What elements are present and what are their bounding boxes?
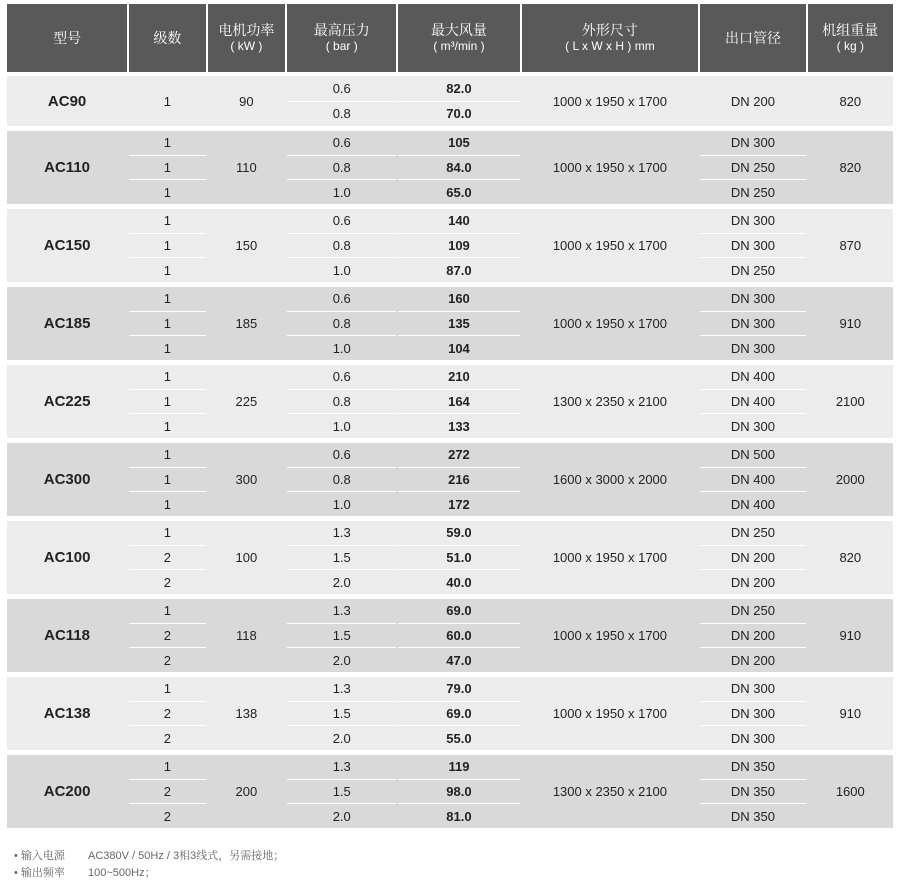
spec-table bbox=[7, 4, 893, 833]
outlet-value: DN 350 bbox=[700, 779, 805, 804]
model-cell: AC300 bbox=[43, 471, 91, 488]
model-group-ac118 bbox=[7, 599, 893, 672]
header-pressure bbox=[287, 4, 396, 72]
model-group-ac138 bbox=[7, 677, 893, 750]
flow-value: 272 bbox=[448, 447, 470, 463]
stages-value: 1 bbox=[129, 491, 205, 516]
stages-value: 2 bbox=[129, 569, 205, 594]
power-cell: 185 bbox=[235, 316, 258, 331]
weight-cell: 2000 bbox=[835, 472, 865, 487]
pressure-value: 1.0 bbox=[287, 413, 396, 438]
dims-cell: 1300 x 2350 x 2100 bbox=[552, 784, 668, 799]
header-stages bbox=[129, 4, 205, 72]
outlet-value: DN 300 bbox=[730, 213, 775, 229]
model-cell: AC185 bbox=[43, 315, 91, 332]
flow-value: 104 bbox=[398, 335, 519, 360]
outlet-value: DN 200 bbox=[700, 647, 805, 672]
stages-column bbox=[129, 677, 205, 750]
flow-value: 160 bbox=[448, 291, 470, 307]
power-cell: 225 bbox=[235, 394, 258, 409]
outlet-cell: DN 200 bbox=[730, 93, 775, 109]
pressure-value: 2.0 bbox=[287, 569, 396, 594]
outlet-column bbox=[700, 755, 805, 828]
header-label: 最高压力 bbox=[313, 22, 370, 38]
dims-cell: 1000 x 1950 x 1700 bbox=[552, 706, 668, 721]
stages-value: 1 bbox=[163, 759, 172, 775]
header-weight bbox=[808, 4, 893, 72]
model-group-ac185 bbox=[7, 287, 893, 360]
dims-cell: 1000 x 1950 x 1700 bbox=[552, 316, 668, 331]
stages-value: 1 bbox=[129, 467, 205, 492]
header-label: 机组重量 bbox=[822, 22, 879, 38]
stages-value: 1 bbox=[163, 291, 172, 307]
pressure-value: 1.3 bbox=[332, 525, 351, 541]
weight-cell: 820 bbox=[839, 93, 862, 109]
flow-column bbox=[398, 443, 519, 516]
stages-value: 1 bbox=[129, 179, 205, 204]
outlet-value: DN 400 bbox=[700, 467, 805, 492]
note-label: • 输出频率 bbox=[14, 867, 65, 879]
model-group-ac100 bbox=[7, 521, 893, 594]
pressure-column bbox=[287, 677, 396, 750]
flow-value: 60.0 bbox=[398, 623, 519, 648]
stages-value: 2 bbox=[129, 647, 205, 672]
flow-value: 82.0 bbox=[446, 80, 472, 96]
model-cell: AC138 bbox=[43, 705, 91, 722]
flow-value: 109 bbox=[398, 233, 519, 258]
pressure-value: 0.8 bbox=[287, 389, 396, 414]
flow-value: 98.0 bbox=[398, 779, 519, 804]
header-unit: ( kW ) bbox=[230, 39, 263, 53]
header-label: 型号 bbox=[53, 29, 82, 46]
stages-value: 1 bbox=[129, 155, 205, 180]
outlet-column bbox=[700, 209, 805, 282]
flow-value: 59.0 bbox=[446, 525, 472, 541]
pressure-value: 1.0 bbox=[287, 257, 396, 282]
power-cell: 118 bbox=[236, 628, 257, 643]
flow-value: 164 bbox=[398, 389, 519, 414]
stages-value: 2 bbox=[129, 803, 205, 828]
pressure-column bbox=[287, 131, 396, 204]
pressure-column bbox=[287, 755, 396, 828]
pressure-value: 1.5 bbox=[287, 701, 396, 726]
note-label: • 输入电源 bbox=[14, 850, 65, 862]
header-flow bbox=[398, 4, 519, 72]
note-value: AC380V / 50Hz / 3相3线式，另需接地； bbox=[88, 850, 285, 862]
flow-value: 79.0 bbox=[446, 681, 472, 697]
dims-cell: 1000 x 1950 x 1700 bbox=[552, 160, 668, 175]
stages-value: 1 bbox=[163, 135, 172, 151]
pressure-value: 2.0 bbox=[287, 647, 396, 672]
weight-cell: 910 bbox=[839, 706, 862, 721]
model-group-ac300 bbox=[7, 443, 893, 516]
model-cell: AC118 bbox=[44, 627, 91, 644]
pressure-value: 0.6 bbox=[332, 213, 351, 229]
pressure-value: 2.0 bbox=[287, 725, 396, 750]
weight-cell: 1600 bbox=[835, 784, 865, 799]
stages-value: 1 bbox=[163, 603, 172, 619]
flow-value: 119 bbox=[448, 759, 470, 775]
header-label: 最大风量 bbox=[430, 22, 487, 38]
pressure-value: 2.0 bbox=[287, 803, 396, 828]
flow-column bbox=[398, 365, 519, 438]
stages-column bbox=[129, 443, 205, 516]
flow-value: 69.0 bbox=[398, 701, 519, 726]
dims-cell: 1000 x 1950 x 1700 bbox=[552, 238, 668, 253]
outlet-value: DN 200 bbox=[700, 623, 805, 648]
stages-value: 1 bbox=[129, 389, 205, 414]
stages-column bbox=[129, 209, 205, 282]
outlet-value: DN 300 bbox=[700, 233, 805, 258]
power-cell: 110 bbox=[236, 160, 257, 175]
table-body bbox=[7, 76, 893, 828]
model-cell: AC225 bbox=[43, 393, 91, 410]
flow-value: 55.0 bbox=[398, 725, 519, 750]
pressure-value: 1.3 bbox=[332, 681, 351, 697]
pressure-value: 0.8 bbox=[287, 155, 396, 180]
model-cell: AC200 bbox=[43, 783, 91, 800]
power-cell: 300 bbox=[235, 472, 258, 487]
weight-cell: 2100 bbox=[835, 394, 865, 409]
flow-value: 87.0 bbox=[398, 257, 519, 282]
pressure-column bbox=[287, 76, 396, 126]
stages-value: 1 bbox=[163, 447, 172, 463]
outlet-value: DN 500 bbox=[730, 447, 775, 463]
model-group-ac200 bbox=[7, 755, 893, 828]
pressure-value: 1.3 bbox=[332, 603, 351, 619]
weight-cell: 910 bbox=[839, 316, 862, 331]
note-line bbox=[14, 848, 284, 865]
flow-value: 210 bbox=[448, 369, 470, 385]
stages-value: 2 bbox=[129, 701, 205, 726]
outlet-column bbox=[700, 287, 805, 360]
stages-value: 1 bbox=[129, 257, 205, 282]
header-label: 外形尺寸 bbox=[581, 22, 638, 38]
flow-column bbox=[398, 755, 519, 828]
stages-value: 2 bbox=[129, 545, 205, 570]
outlet-column bbox=[700, 599, 805, 672]
header-model bbox=[7, 4, 127, 72]
outlet-value: DN 300 bbox=[700, 335, 805, 360]
outlet-value: DN 400 bbox=[700, 389, 805, 414]
flow-value: 40.0 bbox=[398, 569, 519, 594]
stages-value: 1 bbox=[163, 525, 172, 541]
outlet-column bbox=[700, 365, 805, 438]
flow-value: 216 bbox=[398, 467, 519, 492]
stages-cell: 1 bbox=[163, 93, 172, 109]
outlet-value: DN 400 bbox=[700, 491, 805, 516]
outlet-value: DN 200 bbox=[700, 545, 805, 570]
stages-value: 1 bbox=[129, 233, 205, 258]
model-cell: AC150 bbox=[43, 237, 91, 254]
flow-value: 105 bbox=[448, 135, 470, 151]
header-unit: ( bar ) bbox=[325, 39, 358, 53]
flow-value: 70.0 bbox=[398, 101, 519, 127]
pressure-value: 1.5 bbox=[287, 545, 396, 570]
pressure-value: 1.5 bbox=[287, 623, 396, 648]
dims-cell: 1300 x 2350 x 2100 bbox=[552, 394, 668, 409]
stages-value: 2 bbox=[129, 623, 205, 648]
pressure-column bbox=[287, 521, 396, 594]
dims-cell: 1000 x 1950 x 1700 bbox=[552, 550, 668, 565]
stages-column bbox=[129, 521, 205, 594]
pressure-column bbox=[287, 443, 396, 516]
outlet-value: DN 250 bbox=[700, 179, 805, 204]
flow-column bbox=[398, 287, 519, 360]
flow-value: 84.0 bbox=[398, 155, 519, 180]
stages-value: 2 bbox=[129, 779, 205, 804]
pressure-column bbox=[287, 287, 396, 360]
stages-value: 1 bbox=[163, 213, 172, 229]
flow-value: 47.0 bbox=[398, 647, 519, 672]
pressure-value: 0.6 bbox=[332, 291, 351, 307]
outlet-value: DN 250 bbox=[730, 525, 775, 541]
pressure-column bbox=[287, 209, 396, 282]
pressure-value: 0.8 bbox=[287, 101, 396, 127]
pressure-value: 0.6 bbox=[332, 80, 351, 96]
outlet-value: DN 350 bbox=[700, 803, 805, 828]
pressure-value: 1.3 bbox=[332, 759, 351, 775]
outlet-value: DN 300 bbox=[730, 291, 775, 307]
outlet-value: DN 300 bbox=[730, 681, 775, 697]
outlet-value: DN 200 bbox=[700, 569, 805, 594]
pressure-value: 0.6 bbox=[332, 447, 351, 463]
flow-column bbox=[398, 131, 519, 204]
outlet-value: DN 300 bbox=[700, 701, 805, 726]
outlet-value: DN 250 bbox=[700, 155, 805, 180]
pressure-value: 1.0 bbox=[287, 179, 396, 204]
outlet-column bbox=[700, 521, 805, 594]
pressure-value: 0.8 bbox=[287, 233, 396, 258]
outlet-value: DN 250 bbox=[700, 257, 805, 282]
flow-value: 69.0 bbox=[446, 603, 472, 619]
pressure-value: 0.8 bbox=[287, 311, 396, 336]
pressure-column bbox=[287, 599, 396, 672]
weight-cell: 910 bbox=[839, 628, 862, 643]
stages-column bbox=[129, 599, 205, 672]
model-cell: AC90 bbox=[47, 92, 87, 110]
flow-value: 65.0 bbox=[398, 179, 519, 204]
model-group-ac225 bbox=[7, 365, 893, 438]
flow-column bbox=[398, 209, 519, 282]
power-cell: 150 bbox=[235, 238, 258, 253]
dims-cell: 1000 x 1950 x 1700 bbox=[552, 628, 668, 643]
outlet-column bbox=[700, 443, 805, 516]
model-cell: AC100 bbox=[43, 549, 91, 566]
header-label: 出口管径 bbox=[724, 29, 781, 46]
outlet-value: DN 350 bbox=[730, 759, 775, 775]
dims-cell: 1000 x 1950 x 1700 bbox=[552, 93, 668, 109]
stages-value: 2 bbox=[129, 725, 205, 750]
header-unit: ( kg ) bbox=[836, 39, 864, 53]
table-header bbox=[7, 4, 893, 72]
dims-cell: 1600 x 3000 x 2000 bbox=[552, 472, 668, 487]
power-cell: 138 bbox=[235, 706, 258, 721]
power-cell: 100 bbox=[235, 550, 258, 565]
flow-value: 172 bbox=[398, 491, 519, 516]
flow-column bbox=[398, 521, 519, 594]
header-label: 电机功率 bbox=[218, 22, 275, 38]
stages-value: 1 bbox=[129, 413, 205, 438]
header-outlet bbox=[700, 4, 805, 72]
header-unit: ( L x W x H ) mm bbox=[565, 39, 655, 53]
outlet-value: DN 300 bbox=[700, 725, 805, 750]
header-unit: ( m³/min ) bbox=[433, 39, 485, 53]
model-cell: AC110 bbox=[44, 159, 91, 176]
header-label: 级数 bbox=[153, 29, 182, 46]
outlet-column bbox=[700, 131, 805, 204]
weight-cell: 820 bbox=[839, 160, 862, 175]
flow-value: 135 bbox=[398, 311, 519, 336]
flow-column bbox=[398, 677, 519, 750]
pressure-value: 0.8 bbox=[287, 467, 396, 492]
flow-column bbox=[398, 599, 519, 672]
pressure-value: 0.6 bbox=[332, 369, 351, 385]
stages-value: 1 bbox=[129, 335, 205, 360]
outlet-value: DN 400 bbox=[730, 369, 775, 385]
stages-value: 1 bbox=[129, 311, 205, 336]
note-value: 100~500Hz； bbox=[88, 867, 156, 879]
stages-value: 1 bbox=[163, 681, 172, 697]
stages-column bbox=[129, 131, 205, 204]
pressure-value: 1.0 bbox=[287, 335, 396, 360]
outlet-value: DN 300 bbox=[730, 135, 775, 151]
model-group-ac150 bbox=[7, 209, 893, 282]
pressure-value: 1.5 bbox=[287, 779, 396, 804]
weight-cell: 870 bbox=[839, 238, 862, 253]
footnotes bbox=[14, 848, 284, 882]
power-cell: 200 bbox=[235, 784, 258, 799]
note-line bbox=[14, 865, 284, 882]
flow-value: 51.0 bbox=[398, 545, 519, 570]
flow-value: 81.0 bbox=[398, 803, 519, 828]
outlet-column bbox=[700, 677, 805, 750]
model-group-ac90 bbox=[7, 76, 893, 126]
flow-value: 140 bbox=[448, 213, 470, 229]
pressure-value: 1.0 bbox=[287, 491, 396, 516]
header-power bbox=[208, 4, 285, 72]
power-cell: 90 bbox=[239, 93, 254, 109]
stages-column bbox=[129, 365, 205, 438]
pressure-column bbox=[287, 365, 396, 438]
weight-cell: 820 bbox=[839, 550, 862, 565]
pressure-value: 0.6 bbox=[332, 135, 351, 151]
flow-value: 133 bbox=[398, 413, 519, 438]
stages-value: 1 bbox=[163, 369, 172, 385]
header-dims bbox=[522, 4, 699, 72]
model-group-ac110 bbox=[7, 131, 893, 204]
outlet-value: DN 300 bbox=[700, 311, 805, 336]
stages-column bbox=[129, 755, 205, 828]
flow-column bbox=[398, 76, 519, 126]
stages-column bbox=[129, 287, 205, 360]
outlet-value: DN 300 bbox=[700, 413, 805, 438]
outlet-value: DN 250 bbox=[730, 603, 775, 619]
